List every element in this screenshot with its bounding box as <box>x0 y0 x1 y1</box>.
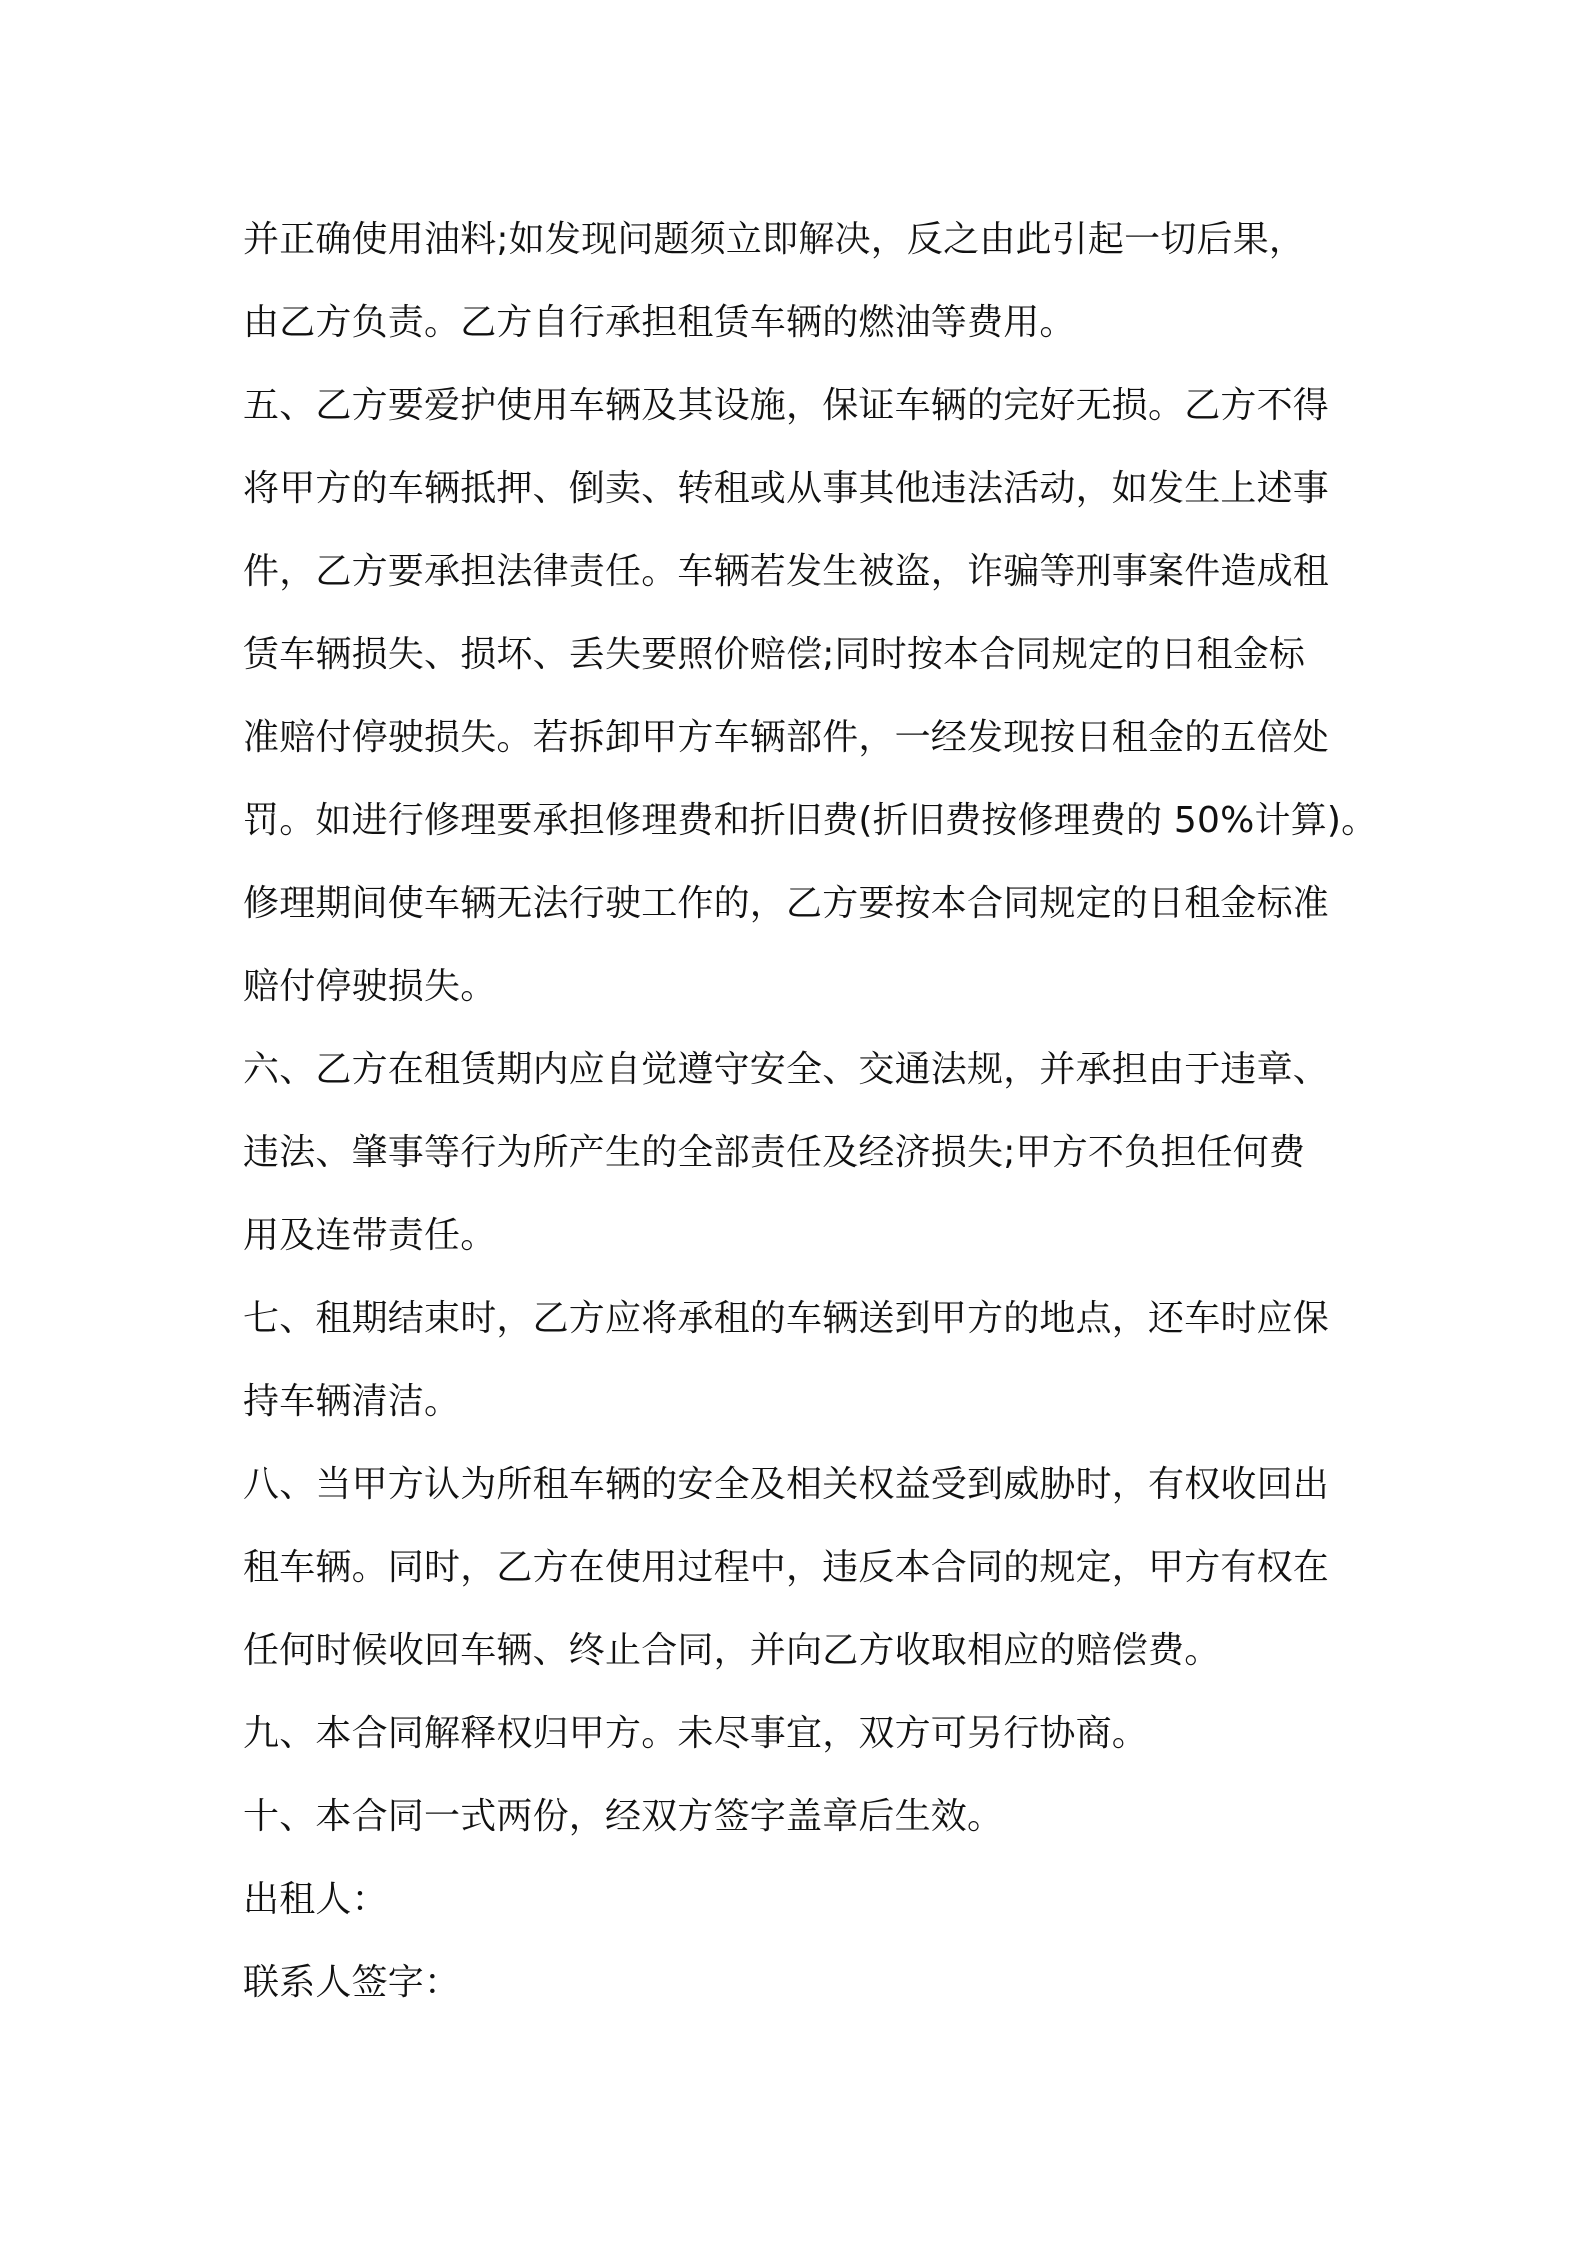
text-line: 准赔付停驶损失。若拆卸甲方车辆部件，一经发现按日租金的五倍处 <box>243 717 1330 758</box>
clause-7: 七、租期结束时，乙方应将承租的车辆送到甲方的地点，还车时应保 <box>243 1298 1330 1339</box>
text-line: 违法、肇事等行为所产生的全部责任及经济损失;甲方不负担任何费 <box>243 1132 1306 1173</box>
contact-signature-label: 联系人签字： <box>243 1962 461 2003</box>
lessor-label: 出租人： <box>243 1879 388 1920</box>
contract-body <box>243 198 1378 2024</box>
text-line: 并正确使用油料;如发现问题须立即解决，反之由此引起一切后果， <box>243 219 1306 260</box>
text-line: 赔付停驶损失。 <box>243 966 497 1007</box>
clause-9: 九、本合同解释权归甲方。未尽事宜，双方可另行协商。 <box>243 1713 1149 1754</box>
text-line: 修理期间使车辆无法行驶工作的，乙方要按本合同规定的日租金标准 <box>243 883 1330 924</box>
text-line: 罚。如进行修理要承担修理费和折旧费(折旧费按修理费的 50%计算)。 <box>243 800 1378 841</box>
clause-5: 五、乙方要爱护使用车辆及其设施，保证车辆的完好无损。乙方不得 <box>243 385 1330 426</box>
clause-6: 六、乙方在租赁期内应自觉遵守安全、交通法规，并承担由于违章、 <box>243 1049 1330 1090</box>
text-line: 任何时候收回车辆、终止合同，并向乙方收取相应的赔偿费。 <box>243 1630 1221 1671</box>
text-line: 赁车辆损失、损坏、丢失要照价赔偿;同时按本合同规定的日租金标 <box>243 634 1306 675</box>
text-line: 用及连带责任。 <box>243 1215 497 1256</box>
text-line: 将甲方的车辆抵押、倒卖、转租或从事其他违法活动，如发生上述事 <box>243 468 1330 509</box>
text-line: 持车辆清洁。 <box>243 1381 461 1422</box>
clause-8: 八、当甲方认为所租车辆的安全及相关权益受到威胁时，有权收回出 <box>243 1464 1330 1505</box>
text-line: 由乙方负责。乙方自行承担租赁车辆的燃油等费用。 <box>243 302 1076 343</box>
clause-10: 十、本合同一式两份，经双方签字盖章后生效。 <box>243 1796 1004 1837</box>
text-line: 件，乙方要承担法律责任。车辆若发生被盗，诈骗等刑事案件造成租 <box>243 551 1330 592</box>
text-line: 租车辆。同时，乙方在使用过程中，违反本合同的规定，甲方有权在 <box>243 1547 1330 1588</box>
